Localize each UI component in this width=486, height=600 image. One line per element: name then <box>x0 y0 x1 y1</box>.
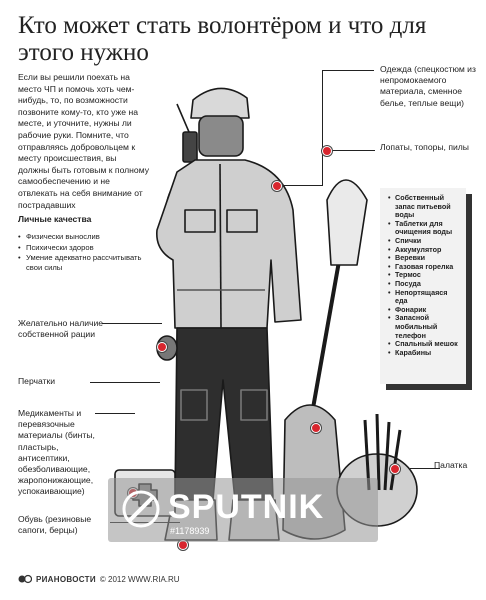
backpack-marker <box>311 423 321 433</box>
quality-item: • Психически здоров <box>18 243 148 253</box>
clothing-label: Одежда (спецкостюм из непромокаемого материала, сменное белье, теплые вещи) <box>380 64 476 108</box>
qualities-title: Личные качества <box>18 214 92 224</box>
ria-logo-icon <box>18 574 32 584</box>
footer <box>18 574 180 584</box>
clothing-leader-d <box>280 185 323 186</box>
supply-item: • Веревки <box>388 254 462 263</box>
supply-item: • Непортящаяся еда <box>388 289 462 306</box>
shovels-leader-d <box>330 150 345 151</box>
page-title: Кто может стать волонтёром и что для этого нужно <box>18 12 427 66</box>
shovels-marker <box>322 146 332 156</box>
quality-item: • Физически вынослив <box>18 232 148 242</box>
supplies-list <box>380 188 466 357</box>
footer-copyright: © 2012 WWW.RIA.RU <box>99 574 180 584</box>
supply-item: • Собственный запас питьевой воды <box>388 194 462 220</box>
clothing-marker <box>272 181 282 191</box>
supply-item: • Таблетки для очищения воды <box>388 220 462 237</box>
watermark-id: #1178939 <box>170 526 210 536</box>
sputnik-watermark <box>108 478 378 542</box>
supply-item: • Запасной мобильный телефон <box>388 314 462 340</box>
tent-marker <box>390 464 400 474</box>
sputnik-logo-icon <box>122 490 160 528</box>
gloves-label: Перчатки <box>18 376 56 386</box>
watermark-brand: SPUTNIK <box>168 488 325 526</box>
tent-label: Палатка <box>434 460 468 470</box>
clothing-leader-v <box>322 70 323 185</box>
supply-item: • Спички <box>388 237 462 246</box>
shovels-leader-h <box>345 150 375 151</box>
supply-item: • Газовая горелка <box>388 263 462 272</box>
intro-text: Если вы решили поехать на место ЧП и помочь хоть чем-нибудь, то, по возможности позвоните кому-то, кто уже на месте, и уточните, нужны ли рабочие руки. Помните, что отправляясь добровольцем к месту происшествия, вы должны быть готовым к полному самообеспечению и не отвлекать на себя внимание от пострадавших <box>18 72 150 210</box>
supply-item: • Спальный мешок <box>388 340 462 349</box>
face-shape <box>199 116 243 156</box>
quality-item: • Умение адекватно рассчитывать свои силы <box>18 253 148 272</box>
supply-item: • Фонарик <box>388 306 462 315</box>
pants-shape <box>175 328 273 500</box>
footer-brand: РИАНОВОСТИ <box>36 574 96 584</box>
medkit-label: Медикаменты и перевязочные материалы (бинты, пластырь, антисептики, обезболивающие, жаропонижающие, успокаивающие) <box>18 408 95 497</box>
ration-label: Желательно наличие собственной рации <box>18 318 104 340</box>
supply-item: • Карабины <box>388 349 462 358</box>
cap-shape <box>191 88 249 118</box>
supply-item: • Посуда <box>388 280 462 289</box>
supply-item: • Аккумулятор <box>388 246 462 255</box>
supply-item: • Термос <box>388 271 462 280</box>
supplies-box <box>380 188 466 384</box>
radio-shape <box>183 132 197 162</box>
shovel-blade <box>327 180 367 265</box>
clothing-leader-h <box>322 70 374 71</box>
ration-marker <box>157 342 167 352</box>
shoes-label: Обувь (резиновые сапоги, берцы) <box>18 514 92 536</box>
shovels-label: Лопаты, топоры, пилы <box>380 142 469 152</box>
